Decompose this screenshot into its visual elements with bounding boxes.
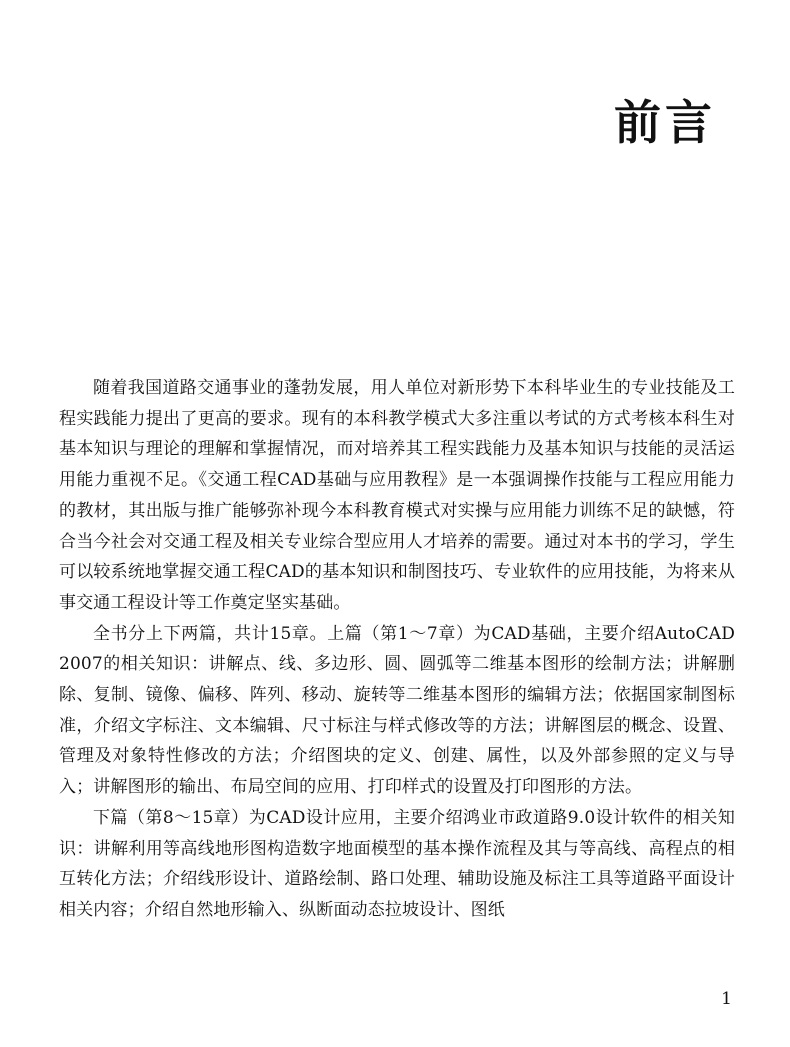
paragraph-3: 下篇（第8～15章）为CAD设计应用，主要介绍鸿业市政道路9.0设计软件的相关知识：讲解利用等高线地形图构造数字地面模型的基本操作流程及其与等高线、高程点的相互转化方法；介绍线形设计、道路绘制、路口处理、辅助设施及标注工具等道路平面设计相关内容；介绍自然地形输入、纵断面动态拉坡设计、图纸 xyxy=(59,807,735,920)
paragraph-2: 全书分上下两篇，共计15章。上篇（第1～7章）为CAD基础，主要介绍AutoCAD 2007的相关知识：讲解点、线、多边形、圆、圆弧等二维基本图形的绘制方法；讲解删除、复制、镜像、偏移、阵列、移动、旋转等二维基本图形的编辑方法；依据国家制图标准，介绍文字标注、文本编辑、尺寸标注与样式修改等的方法；讲解图层的概念、设置、管理及对象特性修改的方法；介绍图块的定义、创建、属性，以及外部参照的定义与导入；讲解图形的输出、布局空间的应用、打印样式的设置及打印图形的方法。 xyxy=(59,623,735,798)
preface-body xyxy=(59,373,735,926)
page-title: 前言 xyxy=(614,96,716,151)
page-number: 1 xyxy=(721,989,732,1009)
paragraph-1: 随着我国道路交通事业的蓬勃发展，用人单位对新形势下本科毕业生的专业技能及工程实践能力提出了更高的要求。现有的本科教学模式大多注重以考试的方式考核本科生对基本知识与理论的理解和掌握情况，而对培养其工程实践能力及基本知识与技能的灵活运用能力重视不足。《交通工程CAD基础与应用教程》是一本强调操作技能与工程应用能力的教材，其出版与推广能够弥补现今本科教育模式对实操与应用能力训练不足的缺憾，符合当今社会对交通工程及相关专业综合型应用人才培养的需要。通过对本书的学习，学生可以较系统地掌握交通工程CAD的基本知识和制图技巧、专业软件的应用技能，为将来从事交通工程设计等工作奠定坚实基础。 xyxy=(59,378,735,613)
